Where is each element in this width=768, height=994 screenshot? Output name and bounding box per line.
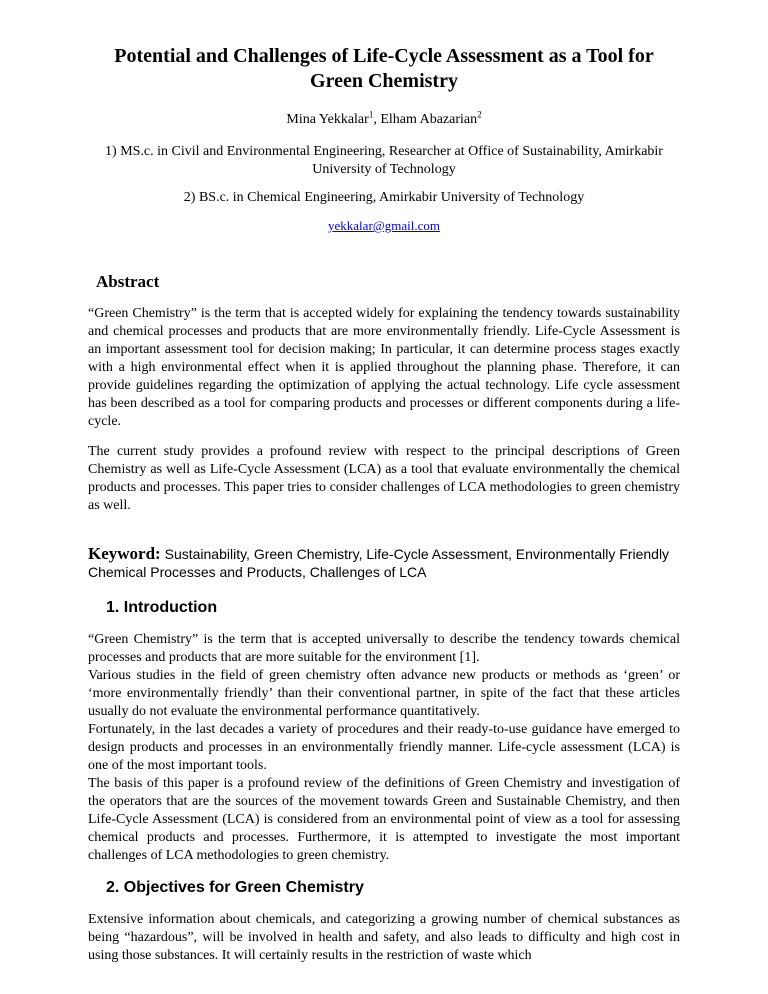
affiliation-1: 1) MS.c. in Civil and Environmental Engineering, Researcher at Office of Sustainability, Amirkabir University of Technology bbox=[105, 144, 663, 177]
abstract-paragraph: “Green Chemistry” is the term that is accepted widely for explaining the tendency towards sustainability and chemical processes and products that are more environmentally friendly. Life-Cycle Assessment is an important assessment tool for decision making; In particular, it can determine process stages exactly with a high environmental effect when it is applied throughout the planning phase. Therefore, it can provide guidelines regarding the optimization of applying the actual technology. Life cycle assessment has been described as a tool for comparing products and processes or different components during a life-cycle. bbox=[88, 306, 680, 429]
body-paragraph: Extensive information about chemicals, and categorizing a growing number of chemical substances as being “hazardous”, will be involved in health and safety, and also leads to difficulty and high cost in using those substances. It will certainly results in the restriction of waste which bbox=[88, 912, 680, 963]
keywords bbox=[88, 545, 680, 581]
author-affiliation-mark: 1 bbox=[368, 109, 374, 120]
abstract-paragraph: The current study provides a profound review with respect to the principal descriptions of Green Chemistry as well as Life-Cycle Assessment (LCA) as a tool that evaluate environmentally the chemical products and processes. This paper tries to consider challenges of LCA methodologies to green chemistry as well. bbox=[88, 444, 680, 513]
author-name: Elham Abazarian bbox=[380, 112, 478, 127]
paper-title: Potential and Challenges of Life-Cycle Assessment as a Tool for Green Chemistry bbox=[114, 45, 654, 92]
email-link[interactable]: yekkalar@gmail.com bbox=[328, 218, 440, 233]
keywords-list: Sustainability, Green Chemistry, Life-Cycle Assessment, Environmentally Friendly Chemical Processes and Products, Challenges of LCA bbox=[88, 546, 670, 580]
section-heading-objectives: 2. Objectives for Green Chemistry bbox=[106, 879, 364, 896]
abstract-heading: Abstract bbox=[96, 272, 160, 291]
section-heading-introduction: 1. Introduction bbox=[106, 599, 218, 616]
contact-email bbox=[88, 217, 680, 235]
author-name: Mina Yekkalar bbox=[286, 112, 369, 127]
introduction-body bbox=[88, 631, 680, 865]
keywords-label: Keyword: bbox=[88, 544, 161, 563]
body-paragraph: Fortunately, in the last decades a variety of procedures and their ready-to-use guidance have emerged to design products and processes in an environmentally friendly manner. Life-cycle assessment (LCA) is one of the most important tools. bbox=[88, 722, 680, 773]
affiliation-2: 2) BS.c. in Chemical Engineering, Amirkabir University of Technology bbox=[183, 190, 585, 205]
body-paragraph: “Green Chemistry” is the term that is accepted universally to describe the tendency towards chemical processes and products that are more suitable for the environment [1]. bbox=[88, 632, 680, 665]
author-affiliation-mark: 2 bbox=[477, 109, 482, 120]
body-paragraph: The basis of this paper is a profound review of the definitions of Green Chemistry and investigation of the operators that are the sources of the movement towards Green and Sustainable Chemistry, and then Life-Cycle Assessment (LCA) is considered from an environmental point of view as a tool for assessing chemical products and processes. Furthermore, it is attempted to investigate the most important challenges of LCA methodologies to green chemistry. bbox=[88, 776, 680, 863]
body-paragraph: Various studies in the field of green chemistry often advance new products or methods as ‘green’ or ‘more environmentally friendly’ than their conventional partner, in spite of the fact that these articles usually do not evaluate the environmental performance quantitatively. bbox=[88, 668, 680, 719]
author-line bbox=[88, 111, 680, 129]
objectives-body bbox=[88, 911, 680, 965]
author-separator: , bbox=[373, 112, 381, 127]
